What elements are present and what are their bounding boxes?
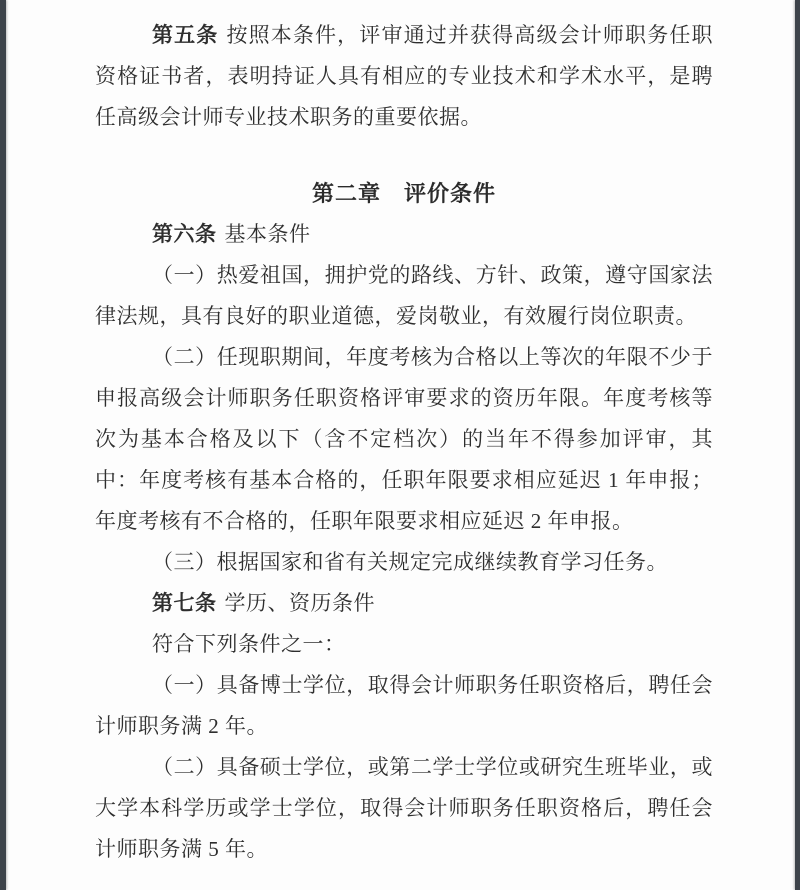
article-6-number: 第六条: [152, 223, 217, 246]
chapter-2-heading: 第二章 评价条件: [311, 181, 496, 206]
article-7-intro: 符合下列条件之一：: [152, 632, 346, 656]
article-7-heading: [95, 583, 713, 624]
article-6-item-1: （一）热爱祖国，拥护党的路线、方针、政策，遵守国家法律法规，具有良好的职业道德，爱岗敬业，有效履行岗位职责。: [95, 263, 713, 328]
article-6-item-3: （三）根据国家和省有关规定完成继续教育学习任务。: [152, 550, 668, 574]
scan-edge-right: [795, 0, 800, 890]
article-5-text: 按照本条件，评审通过并获得高级会计师职务任职资格证书者，表明持证人具有相应的专业技术和学术水平，是聘任高级会计师专业技术职务的重要依据。: [95, 23, 713, 129]
scan-edge-left: [0, 0, 6, 890]
article-6-item-2: （二）任现职期间，年度考核为合格以上等次的年限不少于申报高级会计师职务任职资格评审要求的资历年限。年度考核等次为基本合格及以下（含不定档次）的当年不得参加评审，其中：年度考核有基本合格的，任职年限要求相应延迟 1 年申报；年度考核有不合格的，任职年限要求相应延迟 2 年申报。: [95, 345, 713, 533]
article-6-heading: [95, 214, 713, 255]
article-5-number: 第五条: [152, 24, 219, 47]
article-7-number: 第七条: [152, 592, 217, 615]
article-6-title: 基本条件: [224, 222, 311, 246]
article-7-item-2: （二）具备硕士学位，或第二学士学位或研究生班毕业，或大学本科学历或学士学位，取得会计师职务任职资格后，聘任会计师职务满 5 年。: [95, 755, 713, 861]
article-7-title: 学历、资历条件: [224, 591, 375, 615]
article-5-paragraph: [95, 15, 713, 138]
document-page: [95, 15, 713, 870]
article-7-item-1: （一）具备博士学位，取得会计师职务任职资格后，聘任会计师职务满 2 年。: [95, 673, 713, 738]
